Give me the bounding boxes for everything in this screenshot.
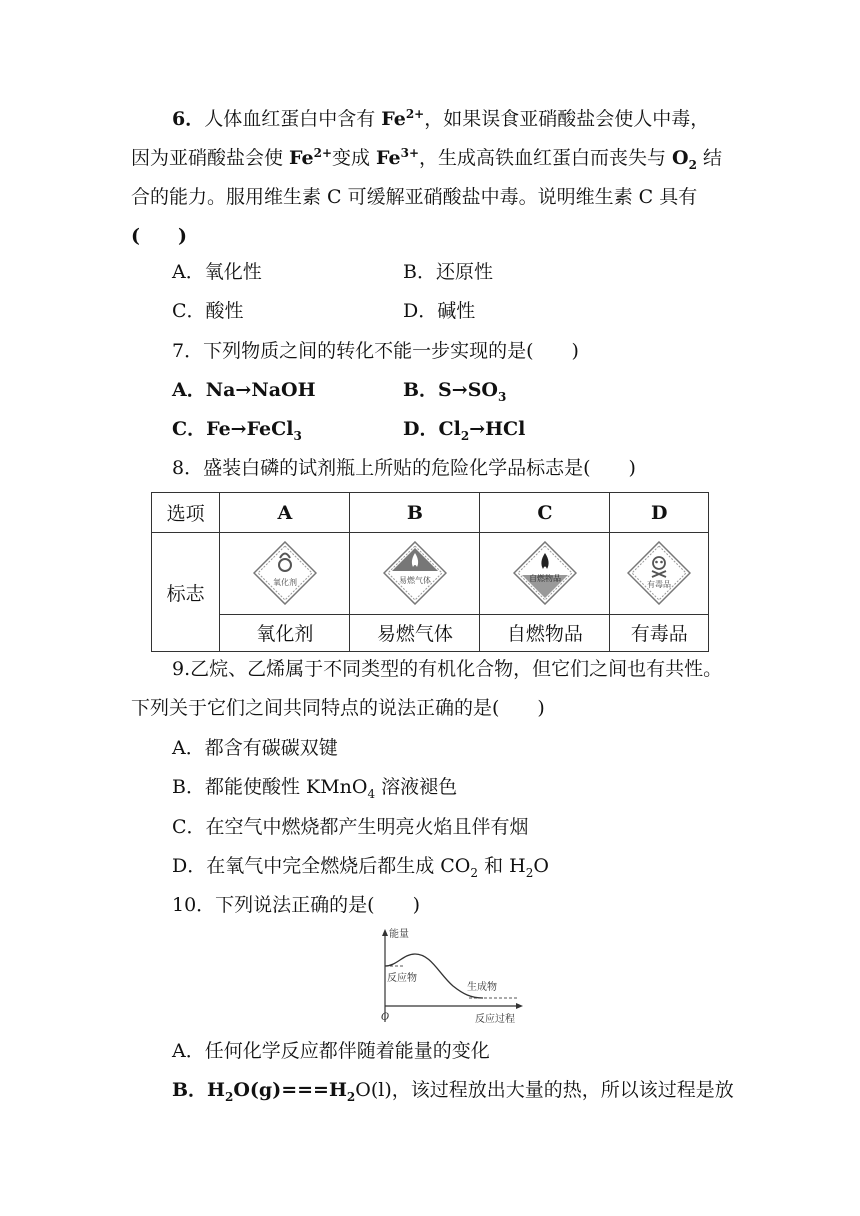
q7-options-row-2 xyxy=(172,417,526,443)
x-axis-arrow-icon xyxy=(516,1003,523,1009)
flammable-gas-sign-icon xyxy=(383,541,447,605)
hazard-sign-b xyxy=(350,533,480,615)
q10-stem: 10．下列说法正确的是( ) xyxy=(172,894,421,916)
sign-text: 有毒品 xyxy=(647,580,672,590)
sign-label-a: 氧化剂 xyxy=(220,614,350,651)
table-col-b: B xyxy=(350,493,480,533)
table-col-c: C xyxy=(480,493,610,533)
q6-option-a: A．氧化性 xyxy=(172,261,262,283)
q6-line-3: 合的能力。服用维生素 C 可缓解亚硝酸盐中毒。说明维生素 C 具有 xyxy=(131,186,698,208)
q9-line-1: 9.乙烷、乙烯属于不同类型的有机化合物，但它们之间也有共性。 xyxy=(172,658,723,680)
q7-option-b: B．$S\to SO_3$ xyxy=(403,379,507,404)
q7-option-a: A．Na→NaOH xyxy=(172,379,316,401)
reactant-label: 反应物 xyxy=(387,973,417,984)
q8-stem: 8．盛装白磷的试剂瓶上所贴的危险化学品标志是( ) xyxy=(172,457,636,479)
sign-text: 氧化剂 xyxy=(272,578,297,588)
hazard-sign-d xyxy=(610,533,709,615)
q9-option-c: C．在空气中燃烧都产生明亮火焰且伴有烟 xyxy=(172,816,529,838)
origin-label: O xyxy=(381,1012,390,1023)
q7-option-d: D．$Cl_2\to HCl$ xyxy=(403,418,526,443)
y-axis-arrow-icon xyxy=(382,929,388,936)
q9-option-d: D．在氧气中完全燃烧后都生成 $CO_2$ 和 $H_2O$ xyxy=(172,855,549,880)
q7-options-row-1 xyxy=(172,378,507,404)
sign-label-b: 易燃气体 xyxy=(350,614,480,651)
q6-options-row-2 xyxy=(172,299,476,323)
q9-option-b: B．都能使酸性 KMnO$_4$ 溶液褪色 xyxy=(172,776,458,801)
toxic-sign-icon xyxy=(627,541,691,605)
q6-option-b: B．还原性 xyxy=(403,261,493,283)
q10-option-a: A．任何化学反应都伴随着能量的变化 xyxy=(172,1040,490,1062)
sign-label-d: 有毒品 xyxy=(610,614,709,651)
q7-stem: 7．下列物质之间的转化不能一步实现的是( ) xyxy=(172,340,579,362)
hazard-sign-table xyxy=(151,492,709,652)
q6-option-c: C．酸性 xyxy=(172,300,244,322)
q7-option-c: C．Fe→FeCl$_3$ xyxy=(172,418,302,443)
q9-option-a: A．都含有碳碳双键 xyxy=(172,737,338,759)
oxidizer-sign-icon xyxy=(253,541,317,605)
q6-answer-blank: ( ) xyxy=(131,225,187,247)
y-axis-label: 能量 xyxy=(389,929,409,940)
q6-line-1: 6．人体血红蛋白中含有 $Fe^{2+}$，如果误食亚硝酸盐会使人中毒， xyxy=(172,107,710,130)
table-col-a: A xyxy=(220,493,350,533)
q9-line-2: 下列关于它们之间共同特点的说法正确的是( ) xyxy=(131,697,545,719)
sign-label-c: 自燃物品 xyxy=(480,614,610,651)
q6-options-row-1 xyxy=(172,260,493,284)
hazard-sign-c xyxy=(480,533,610,615)
table-head-option: 选项 xyxy=(152,493,220,533)
sign-text: 易燃气体 xyxy=(398,576,431,586)
spontaneous-combustion-sign-icon xyxy=(513,541,577,605)
hazard-sign-a xyxy=(220,533,350,615)
sign-text: 自燃物品 xyxy=(528,574,561,584)
table-row xyxy=(152,533,709,615)
table-row xyxy=(152,493,709,533)
table-row xyxy=(152,614,709,651)
table-head-sign: 标志 xyxy=(152,533,220,652)
q6-option-d: D．碱性 xyxy=(403,300,476,322)
table-col-d: D xyxy=(610,493,709,533)
product-label: 生成物 xyxy=(467,982,497,993)
energy-diagram xyxy=(373,928,533,1026)
x-axis-label: 反应过程 xyxy=(475,1014,515,1025)
q6-line-2: 因为亚硝酸盐会使 $Fe^{2+}$变成 $Fe^{3+}$，生成高铁血红蛋白而丧失与 $O_2$ 结 xyxy=(131,146,723,172)
q10-option-b: B．$H_2O(g)===H_2O(l)$，该过程放出大量的热，所以该过程是放 xyxy=(172,1079,734,1104)
